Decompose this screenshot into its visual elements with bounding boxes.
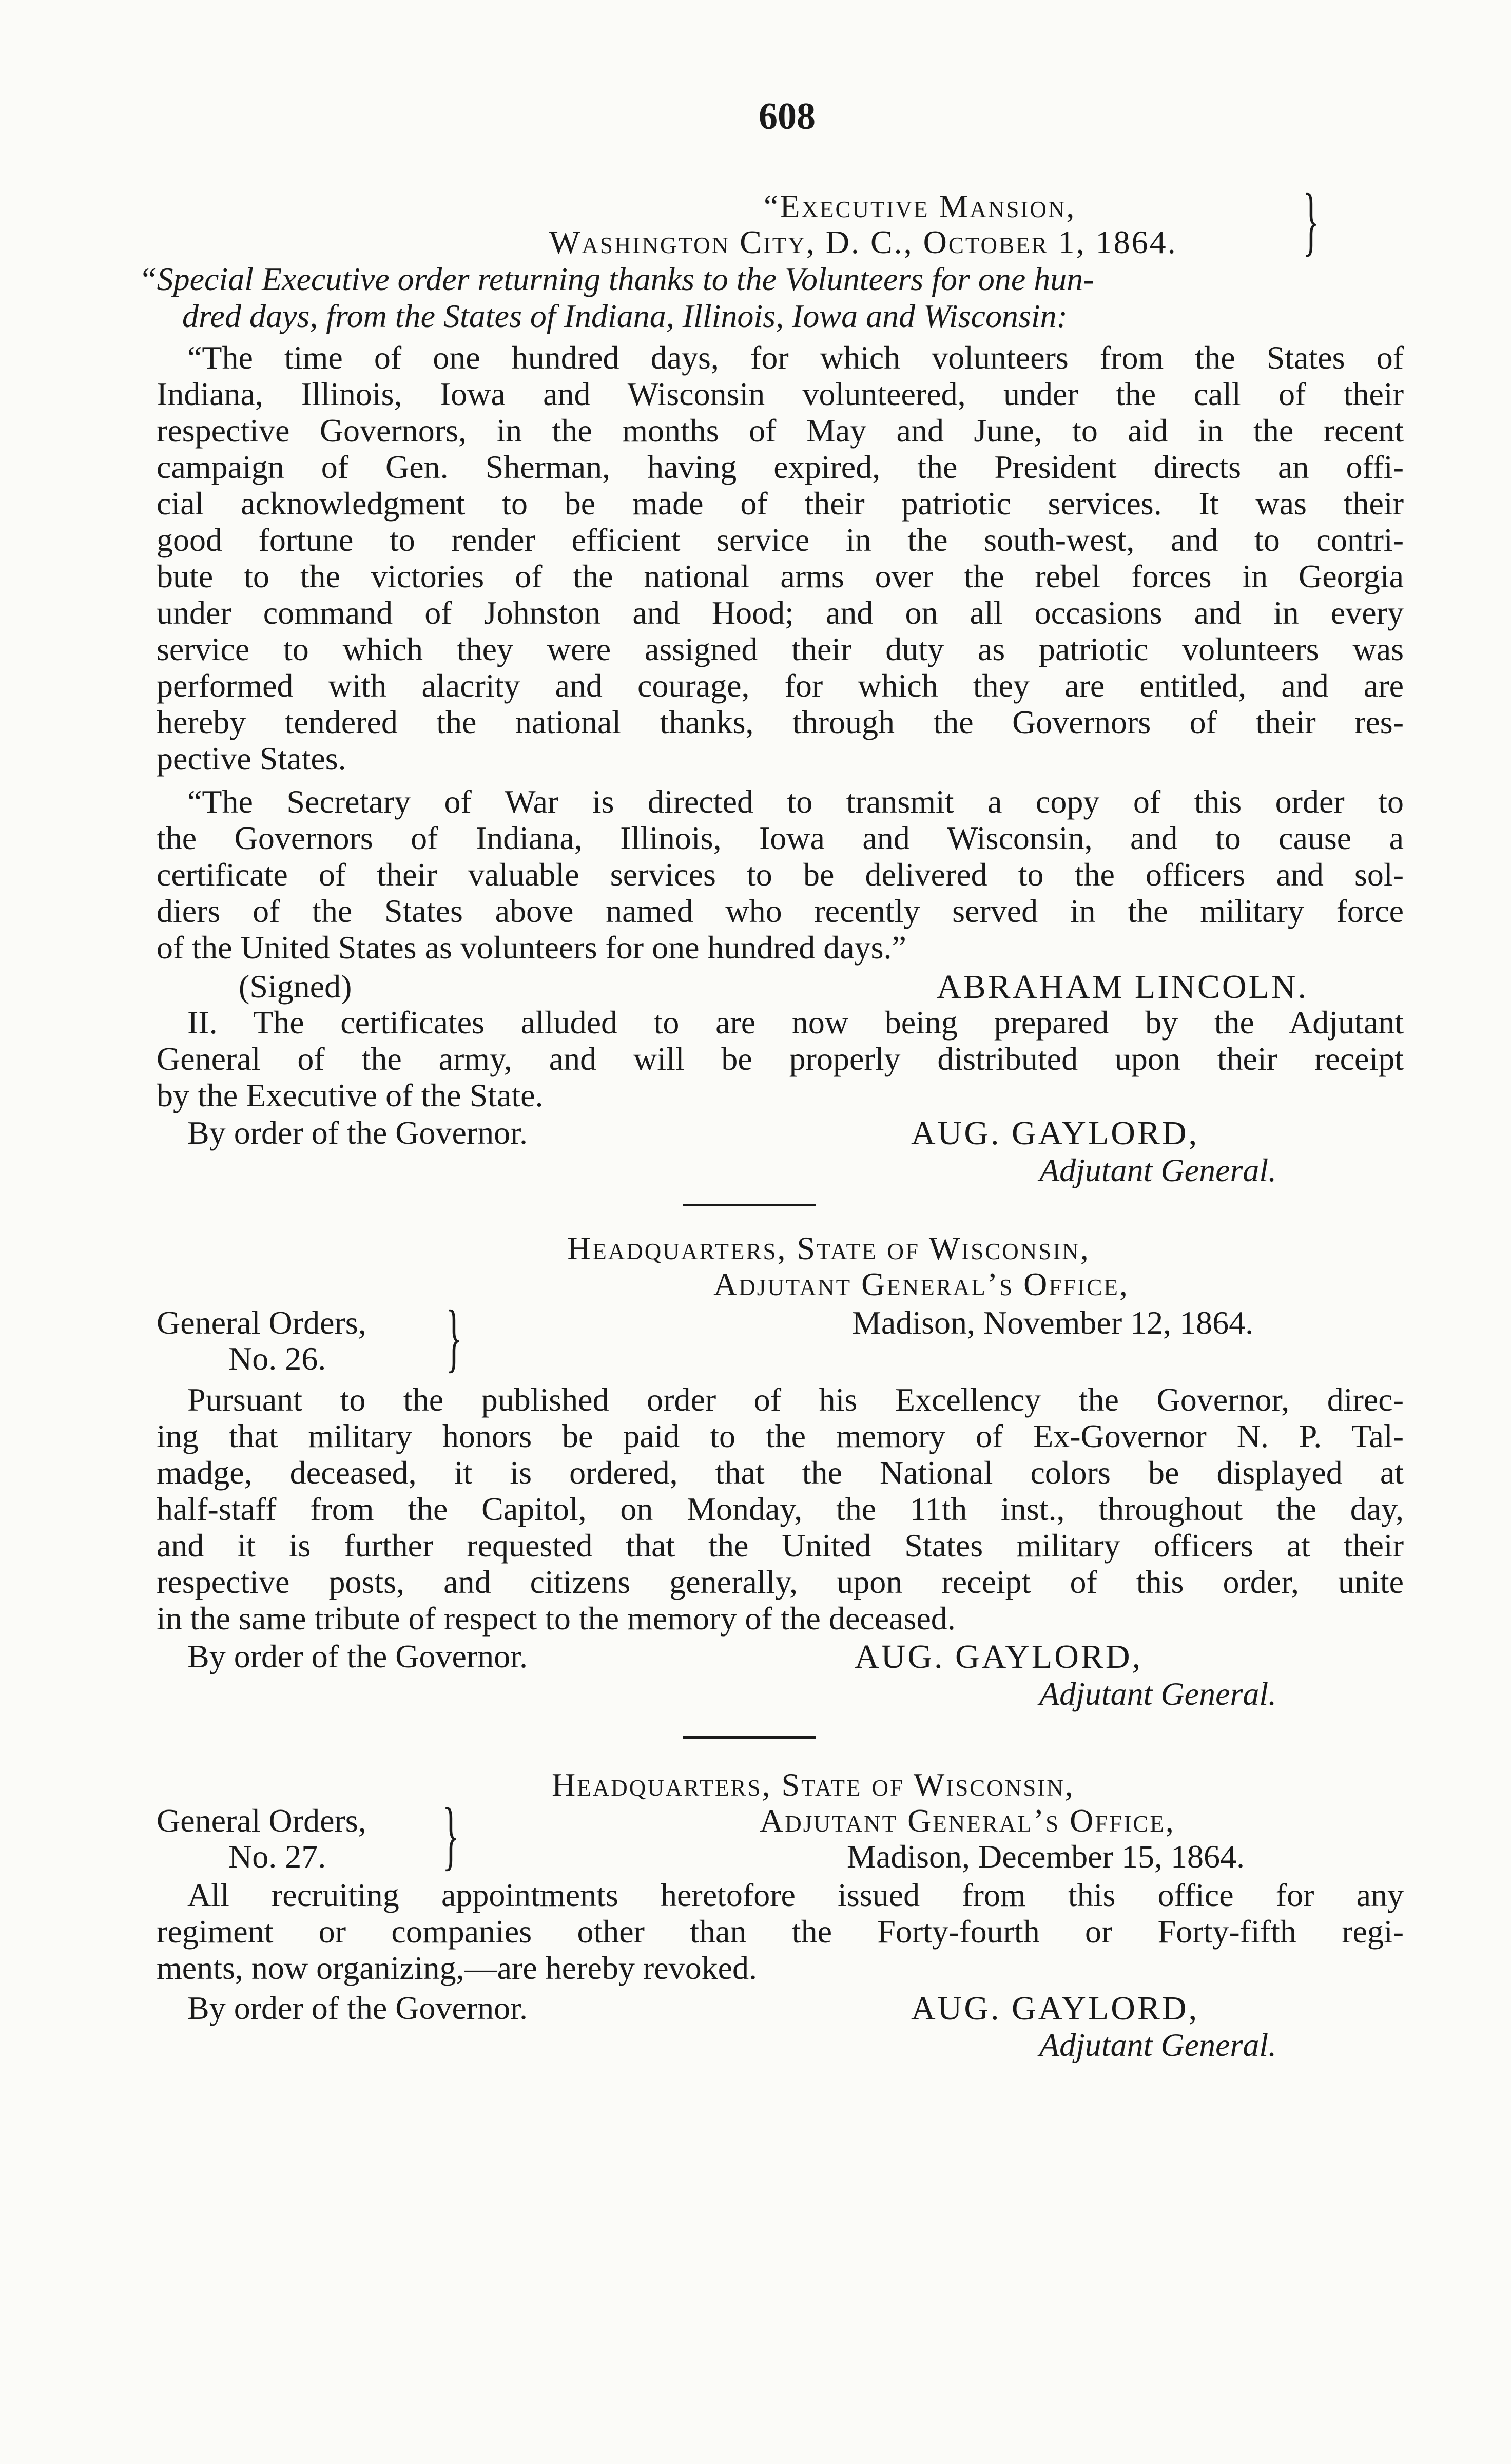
text-line: and it is further requested that the United States military officers at their: [157, 1527, 1404, 1564]
text-line: madge, deceased, it is ordered, that the National colors be displayed at: [157, 1454, 1404, 1491]
signer-name: AUG. GAYLORD,: [911, 1990, 1199, 2027]
text-line: good fortune to render efficient service in the south-west, and to contri-: [157, 522, 1404, 558]
signed-name: ABRAHAM LINCOLN.: [937, 968, 1308, 1006]
signer-title: Adjutant General.: [1039, 1676, 1277, 1712]
text-line: hereby tendered the national thanks, through the Governors of their res-: [157, 704, 1404, 740]
text-line: pective States.: [157, 740, 346, 777]
text-line: ing that military honors be paid to the memory of Ex-Governor N. P. Tal-: [157, 1418, 1404, 1454]
by-order-line: By order of the Governor.: [187, 1114, 528, 1151]
order2-hq-line2: Adjutant General’s Office,: [713, 1266, 1129, 1302]
order2-label-line1: General Orders,: [157, 1304, 366, 1341]
text-line: the Governors of Indiana, Illinois, Iowa and Wisconsin, and to cause a: [157, 820, 1404, 856]
text-line: bute to the victories of the national arms over the rebel forces in Georgia: [157, 558, 1404, 594]
order3-hq-line2: Adjutant General’s Office,: [760, 1802, 1175, 1839]
text-line: General of the army, and will be properly distributed upon their receipt: [157, 1041, 1404, 1077]
order1-heading-line2: Washington City, D. C., October 1, 1864.: [549, 224, 1177, 260]
order3-date: Madison, December 15, 1864.: [847, 1838, 1245, 1875]
text-line: under command of Johnston and Hood; and on all occasions and in every: [157, 594, 1404, 631]
orders-brace: }: [445, 1295, 462, 1380]
text-line: All recruiting appointments heretofore issued from this office for any: [187, 1877, 1404, 1913]
order1-title-line1: “Special Executive order returning thanks to the Volunteers for one hun-: [139, 261, 1094, 297]
by-order-line: By order of the Governor.: [187, 1990, 528, 2026]
text-line: in the same tribute of respect to the memory of the deceased.: [157, 1600, 956, 1637]
signer-name: AUG. GAYLORD,: [855, 1638, 1143, 1676]
text-line: “The Secretary of War is directed to transmit a copy of this order to: [187, 783, 1404, 820]
text-line: half-staff from the Capitol, on Monday, the 11th inst., throughout the day,: [157, 1491, 1404, 1527]
text-line: of the United States as volunteers for one hundred days.”: [157, 929, 906, 966]
order1-heading-line1: “Executive Mansion,: [764, 188, 1076, 224]
signer-name: AUG. GAYLORD,: [911, 1114, 1199, 1152]
signer-title: Adjutant General.: [1039, 2027, 1277, 2063]
text-line: regiment or companies other than the Forty-fourth or Forty-fifth regi-: [157, 1913, 1404, 1950]
order1-title-line2: dred days, from the States of Indiana, Illinois, Iowa and Wisconsin:: [182, 298, 1068, 334]
text-line: by the Executive of the State.: [157, 1077, 544, 1113]
order3-label-line1: General Orders,: [157, 1802, 366, 1839]
text-line: performed with alacrity and courage, for which they are entitled, and are: [157, 667, 1404, 704]
orders-brace: }: [442, 1793, 459, 1878]
text-line: respective posts, and citizens generally, upon receipt of this order, unite: [157, 1564, 1404, 1600]
text-line: Pursuant to the published order of his Excellency the Governor, direc-: [187, 1381, 1404, 1418]
order2-label-line2: No. 26.: [228, 1340, 326, 1377]
text-line: ments, now organizing,—are hereby revoked.: [157, 1950, 757, 1986]
order3-hq-line1: Headquarters, State of Wisconsin,: [552, 1766, 1075, 1803]
signed-label: (Signed): [239, 968, 352, 1005]
order2-hq-line1: Headquarters, State of Wisconsin,: [567, 1230, 1090, 1266]
order3-label-line2: No. 27.: [228, 1838, 326, 1875]
page-number: 608: [759, 95, 816, 138]
text-line: campaign of Gen. Sherman, having expired, the President directs an offi-: [157, 449, 1404, 485]
text-line: Indiana, Illinois, Iowa and Wisconsin volunteered, under the call of their: [157, 376, 1404, 412]
divider: [683, 1736, 816, 1739]
text-line: II. The certificates alluded to are now being prepared by the Adjutant: [187, 1004, 1404, 1041]
heading-brace: }: [1303, 178, 1320, 263]
by-order-line: By order of the Governor.: [187, 1638, 528, 1674]
order2-date: Madison, November 12, 1864.: [852, 1304, 1254, 1341]
text-line: diers of the States above named who recently served in the military force: [157, 893, 1404, 929]
signer-title: Adjutant General.: [1039, 1152, 1277, 1188]
text-line: service to which they were assigned their duty as patriotic volunteers was: [157, 631, 1404, 667]
text-line: respective Governors, in the months of May and June, to aid in the recent: [157, 412, 1404, 449]
divider: [683, 1204, 816, 1206]
text-line: certificate of their valuable services to be delivered to the officers and sol-: [157, 856, 1404, 893]
text-line: cial acknowledgment to be made of their patriotic services. It was their: [157, 485, 1404, 522]
text-line: “The time of one hundred days, for which volunteers from the States of: [187, 339, 1404, 376]
